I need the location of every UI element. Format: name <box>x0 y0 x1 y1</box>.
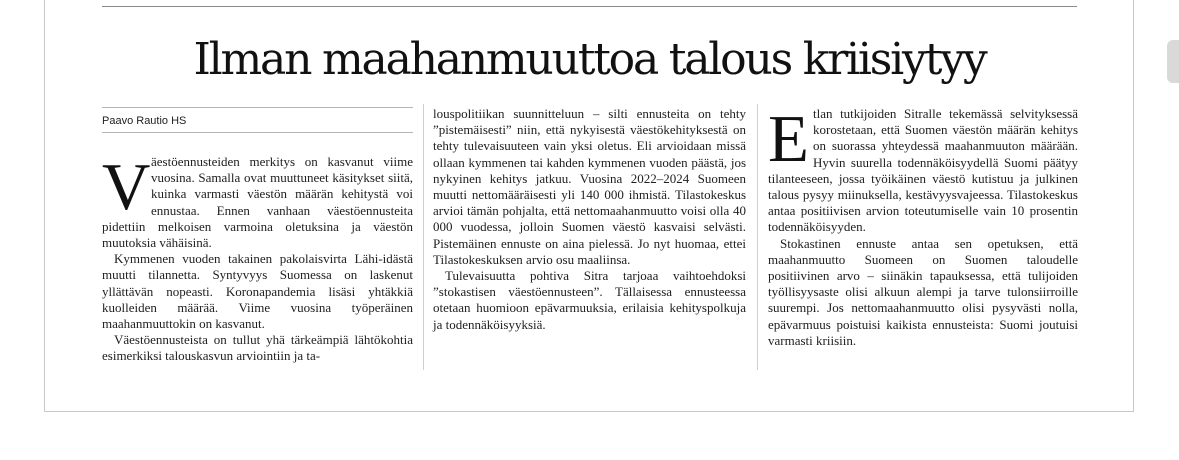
article-column-3 <box>768 102 1078 349</box>
drop-cap: E <box>768 102 809 176</box>
byline-rule-top <box>102 107 413 108</box>
top-rule <box>102 6 1077 7</box>
paragraph: Tulevaisuutta pohtiva Sitra tarjoaa vaihtoehdoksi ”stokastisen väestöennusteen”. Tällaisessa ennusteessa otetaan huomioon epävarmuuksia, erilaisia kehityspolkuja ja todennäköisyyksiä. <box>433 268 746 332</box>
paragraph: tlan tutkijoiden Sitralle tekemässä selvityksessä korostetaan, että Suomen väestön määrän kehitys on suorassa yhteydessä maahanmuuton määrään. Hyvin suurella todennäköisyydellä Suomi päätyy tilanteeseen, jossa työikäinen väestö kutistuu ja julkinen talous pysyy miinuksella, kestävyysvajeessa. Tilastokeskus antaa positiivisen arvion toteutumiselle vain 10 prosentin todennäköisyyden. <box>768 106 1078 235</box>
column-divider <box>757 104 758 370</box>
article-byline: Paavo Rautio HS <box>102 115 187 127</box>
paragraph: äestöennusteiden merkitys on kasvanut viime vuosina. Samalla ovat muuttuneet käsitykset siitä, kuinka varmasti väestön määrän kehitystä voi ennustaa. Ennen vanhaan väestöennusteita pidettiin melkoisen varmoina oletuksina ja väestön muutoksia vähäisinä. <box>102 154 413 251</box>
paragraph: Väestöennusteista on tullut yhä tärkeämpiä lähtökohtia esimerkiksi talouskasvun arviointiin ja ta- <box>102 332 413 364</box>
paragraph: Stokastinen ennuste antaa sen opetuksen, että maahanmuutto Suomeen on Suomen taloudelle positiivinen arvo – siinäkin tapauksessa, että tulijoiden työllisyysaste olisi alkuun alempi ja tarve tulonsiirroille suurempi. Jos nettomaahanmuutto olisi pysyvästi nolla, epävarmuus poistuisi kaikista ennusteista: Suomi joutuisi varmasti kriisiin. <box>768 235 1078 348</box>
paragraph: Kymmenen vuoden takainen pakolaisvirta Lähi-idästä muutti tilannetta. Syntyvyys Suomessa on laskenut yllättävän nopeasti. Koronapandemia lisäsi yhtäkkiä kuolleiden määrää. Viime vuosina työperäinen maahanmuuttokin on kasvanut. <box>102 251 413 332</box>
drop-cap: V <box>102 150 151 224</box>
column-divider <box>423 104 424 370</box>
side-tab-handle[interactable] <box>1167 40 1179 83</box>
article-headline: Ilman maahanmuuttoa talous kriisiytyy <box>193 34 986 85</box>
article-column-1 <box>102 150 413 365</box>
paragraph: louspolitiikan suunnitteluun – silti ennusteita on tehty ”pistemäisesti” niin, että nykyisestä väestökehityksestä on tehty tulevaisuuteen vain yksi oletus. Eli arvioidaan missä ollaan kymmenen tai kahden kymmenen vuoden päästä, jos nykyinen kehitys jatkuu. Vuosina 2022–2024 Suomeen muutti nettomääräisesti yli 140 000 ihmistä. Tilastokeskus arvioi tämän pohjalta, että nettomaahanmuutto voisi olla 40 000 vuodessa, jolloin Suomen väestö kasvaisi selvästi. Pistemäinen ennuste on aina pielessä. Jo nyt huomaa, ettei Tilastokeskuksen arvio osu maaliinsa. <box>433 106 746 267</box>
byline-rule-bottom <box>102 132 413 133</box>
article-column-2 <box>433 106 746 333</box>
